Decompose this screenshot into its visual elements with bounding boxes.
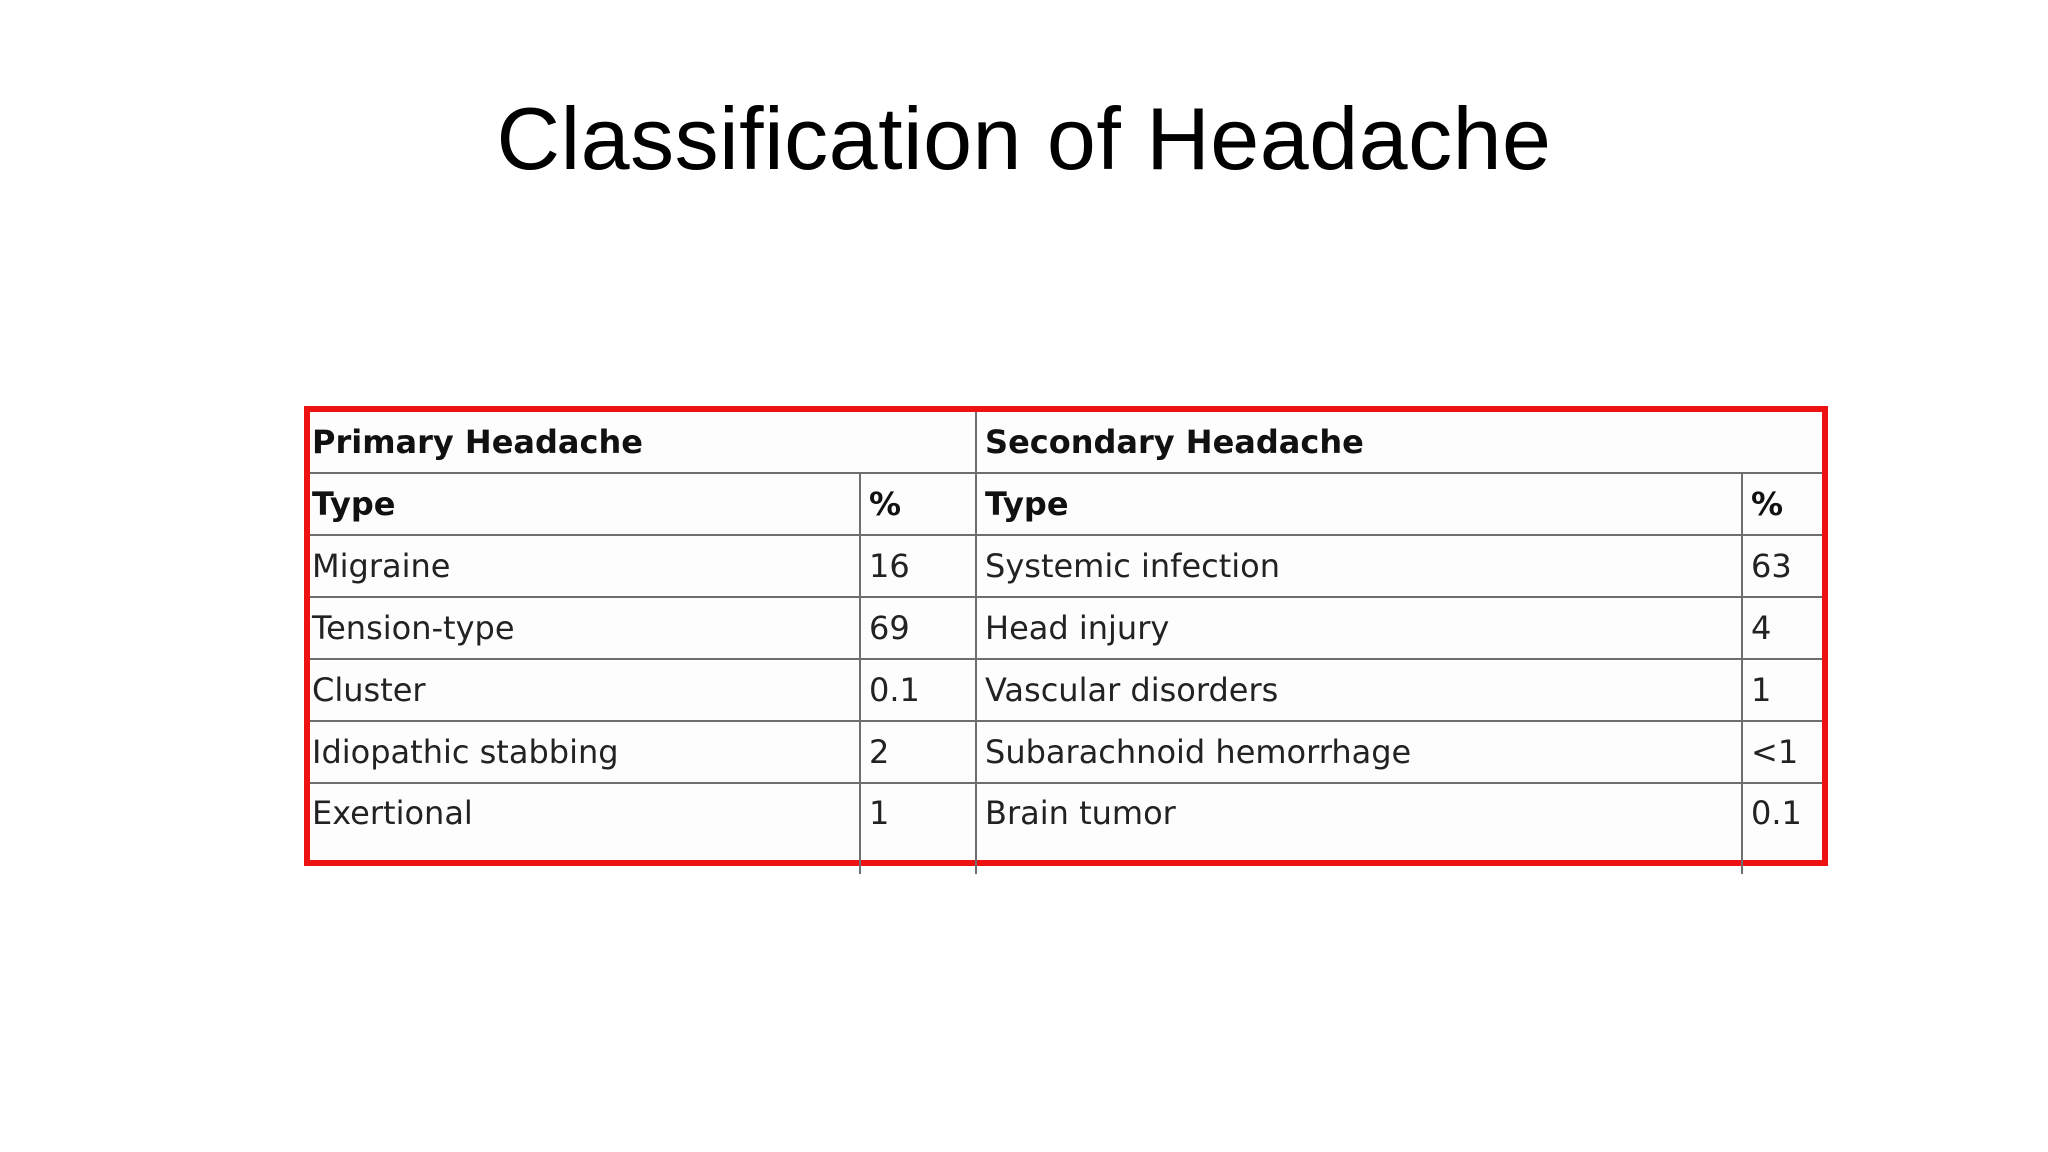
primary-type-cell: Migraine bbox=[310, 535, 860, 597]
primary-headache-header: Primary Headache bbox=[310, 412, 976, 473]
secondary-percent-cell: 0.1 bbox=[1742, 783, 1822, 874]
secondary-percent-cell: <1 bbox=[1742, 721, 1822, 783]
table-row bbox=[310, 597, 1822, 659]
table-row bbox=[310, 721, 1822, 783]
table-column-header-row bbox=[310, 473, 1822, 535]
slide-title: Classification of Headache bbox=[496, 89, 1552, 188]
primary-type-cell: Cluster bbox=[310, 659, 860, 721]
secondary-percent-cell: 63 bbox=[1742, 535, 1822, 597]
secondary-type-cell: Subarachnoid hemorrhage bbox=[976, 721, 1742, 783]
secondary-type-cell: Brain tumor bbox=[976, 783, 1742, 874]
secondary-percent-column-header: % bbox=[1742, 473, 1822, 535]
headache-classification-table bbox=[310, 412, 1822, 874]
secondary-type-cell: Vascular disorders bbox=[976, 659, 1742, 721]
secondary-type-cell: Head injury bbox=[976, 597, 1742, 659]
primary-percent-cell: 1 bbox=[860, 783, 976, 874]
table-row bbox=[310, 535, 1822, 597]
table-group-header-row bbox=[310, 412, 1822, 473]
secondary-type-cell: Systemic infection bbox=[976, 535, 1742, 597]
primary-percent-cell: 16 bbox=[860, 535, 976, 597]
table-row bbox=[310, 783, 1822, 874]
headache-table-frame bbox=[304, 406, 1828, 866]
primary-percent-column-header: % bbox=[860, 473, 976, 535]
secondary-headache-header: Secondary Headache bbox=[976, 412, 1822, 473]
primary-percent-cell: 0.1 bbox=[860, 659, 976, 721]
table-row bbox=[310, 659, 1822, 721]
primary-percent-cell: 69 bbox=[860, 597, 976, 659]
primary-type-cell: Idiopathic stabbing bbox=[310, 721, 860, 783]
secondary-type-column-header: Type bbox=[976, 473, 1742, 535]
primary-type-cell: Exertional bbox=[310, 783, 860, 874]
secondary-percent-cell: 4 bbox=[1742, 597, 1822, 659]
primary-type-column-header: Type bbox=[310, 473, 860, 535]
primary-type-cell: Tension-type bbox=[310, 597, 860, 659]
primary-percent-cell: 2 bbox=[860, 721, 976, 783]
secondary-percent-cell: 1 bbox=[1742, 659, 1822, 721]
